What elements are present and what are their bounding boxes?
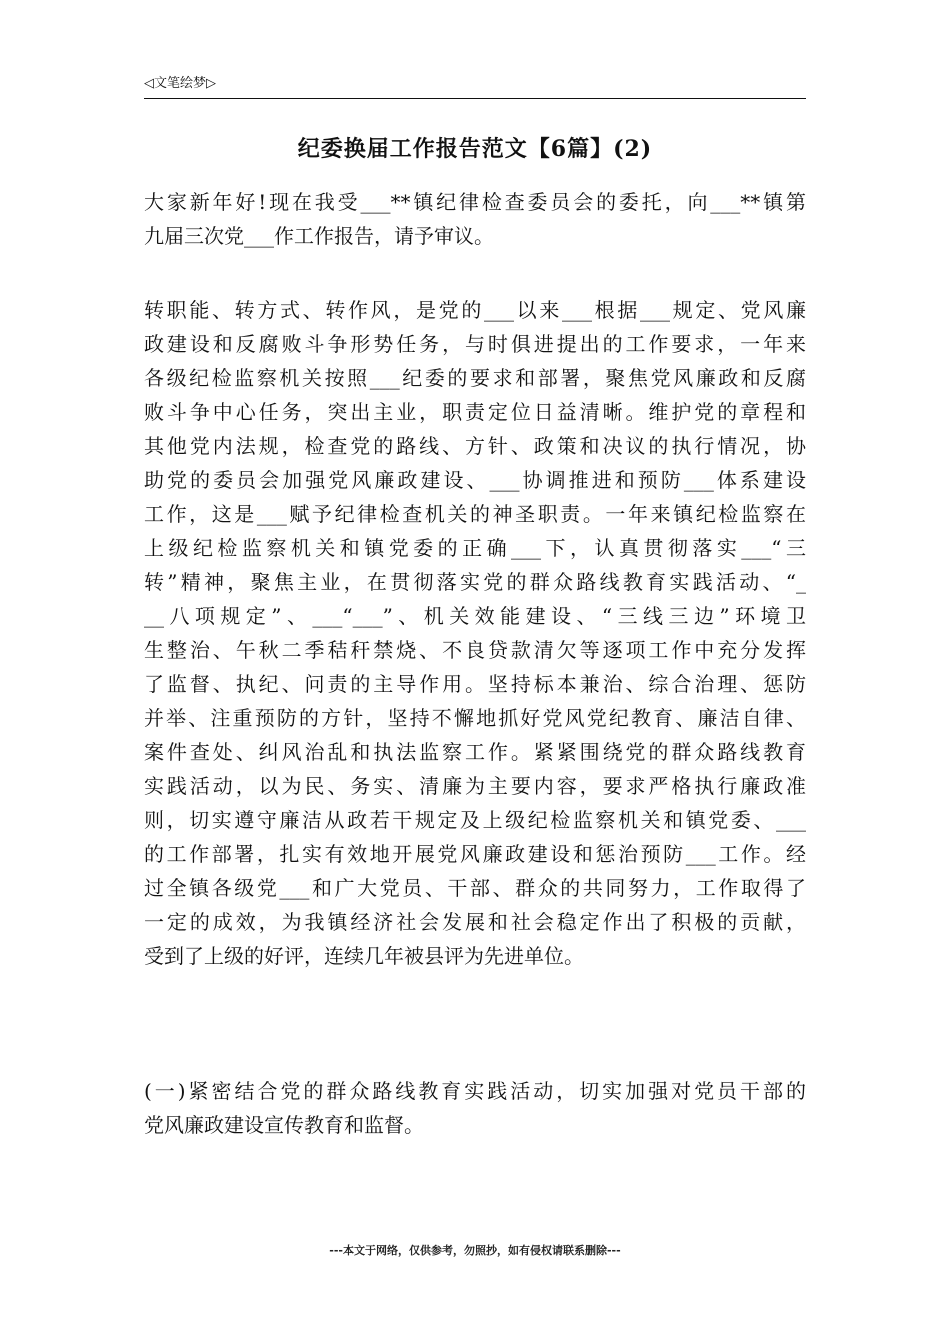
text-line: 大家新年好!现在我受___**镇纪律检查委员会的委托，向___**镇第	[144, 190, 806, 214]
text-line: 并举、注重预防的方针，坚持不懈地抓好党风党纪教育、廉洁自律、	[144, 706, 806, 730]
header-mark: ◁文笔绘梦▷	[144, 76, 216, 91]
document-title: 纪委换届工作报告范文【6篇】(2)	[297, 136, 653, 162]
text-line: 转职能、转方式、转作风，是党的___以来___根据___规定、党风廉	[144, 298, 806, 322]
text-line: 了监督、执纪、问责的主导作用。坚持标本兼治、综合治理、惩防	[144, 672, 806, 696]
text-line: 生整治、午秋二季秸秆禁烧、不良贷款清欠等逐项工作中充分发挥	[144, 638, 806, 662]
page-header	[144, 72, 806, 99]
text-line: 的工作部署，扎实有效地开展党风廉政建设和惩治预防___工作。经	[144, 842, 806, 866]
text-line: (一)紧密结合党的群众路线教育实践活动，切实加强对党员干部的	[144, 1079, 806, 1103]
text-line: 过全镇各级党___和广大党员、干部、群众的共同努力，工作取得了	[144, 876, 806, 900]
page-footer: ---本文于网络，仅供参考，勿照抄，如有侵权请联系删除---	[329, 1244, 621, 1257]
text-line: 九届三次党___作工作报告，请予审议。	[144, 224, 494, 248]
text-line: 各级纪检监察机关按照___纪委的要求和部署，聚焦党风廉政和反腐	[144, 366, 806, 390]
text-line: 其他党内法规，检查党的路线、方针、政策和决议的执行情况，协	[144, 434, 806, 458]
text-line: 实践活动，以为民、务实、清廉为主要内容，要求严格执行廉政准	[144, 774, 806, 798]
text-line: 败斗争中心任务，突出主业，职责定位日益清晰。维护党的章程和	[144, 400, 806, 424]
text-line: 案件查处、纠风治乱和执法监察工作。紧紧围绕党的群众路线教育	[144, 740, 806, 764]
text-line: 上级纪检监察机关和镇党委的正确___下，认真贯彻落实___“三	[144, 536, 806, 560]
text-line: 政建设和反腐败斗争形势任务，与时俱进提出的工作要求，一年来	[144, 332, 806, 356]
text-line: 工作，这是___赋予纪律检查机关的神圣职责。一年来镇纪检监察在	[144, 502, 806, 526]
paragraph-section-one	[144, 1074, 806, 1142]
text-line: 助党的委员会加强党风廉政建设、___协调推进和预防___体系建设	[144, 468, 806, 492]
paragraph-intro	[144, 185, 806, 253]
text-line: 转”精神，聚焦主业，在贯彻落实党的群众路线教育实践活动、“_	[144, 570, 806, 594]
text-line: __八项规定”、___“___”、机关效能建设、“三线三边”环境卫	[144, 604, 806, 628]
text-line: 一定的成效，为我镇经济社会发展和社会稳定作出了积极的贡献，	[144, 910, 806, 934]
text-line: 受到了上级的好评，连续几年被县评为先进单位。	[144, 944, 584, 968]
text-line: 党风廉政建设宣传教育和监督。	[144, 1113, 424, 1137]
paragraph-body	[144, 293, 806, 973]
text-line: 则，切实遵守廉洁从政若干规定及上级纪检监察机关和镇党委、___	[144, 808, 806, 832]
